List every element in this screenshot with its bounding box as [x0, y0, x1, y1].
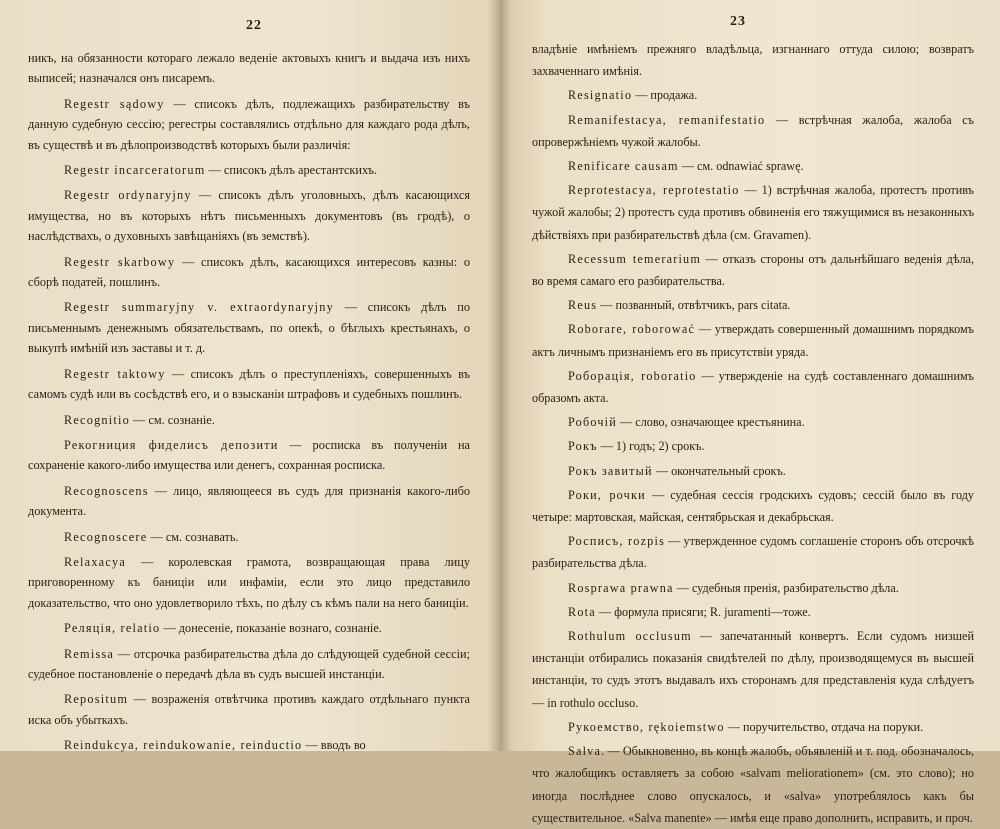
dictionary-entry — [532, 365, 974, 409]
dictionary-entry — [28, 689, 470, 730]
entry-term: Remissa — [64, 646, 115, 661]
entry-term: Repositum — [64, 692, 129, 707]
dictionary-entry — [28, 364, 470, 405]
dictionary-entry — [532, 294, 974, 316]
dictionary-entry — [532, 38, 974, 82]
entry-term: Reindukcya, reindukowanie, reinductio — [64, 738, 303, 753]
entry-definition: — см. odnawiać sprawę. — [678, 159, 804, 174]
entry-term: Relaxacya — [64, 554, 127, 569]
dictionary-entry — [28, 410, 470, 430]
entry-definition: — донесеніе, показаніе вознаго, сознаніе. — [160, 621, 382, 636]
dictionary-entry — [532, 577, 974, 599]
entry-term: Reus — [568, 298, 598, 313]
entry-term: Роборація, roboratio — [568, 368, 697, 383]
entry-definition: — лицо, являющееся въ судъ для признанія какого-либо документа. — [28, 483, 470, 519]
entry-definition: никъ, на обязанности котораго лежало веденіе актовыхъ книгъ и выдача изъ нихъ выписей; назначался онъ писаремъ. — [28, 51, 470, 86]
entry-definition: — росписка въ полученіи на сохраненіе какого-либо имущества или денегъ, сохранная росписка. — [28, 437, 470, 473]
entry-definition: — судебная сессія гродскихъ судовъ; сессій было въ году четыре: мартовская, майская, сентябрьская и декабрьская. — [532, 487, 974, 525]
entry-definition: — списокъ дѣлъ, подлежащихъ разбирательству въ данную судебную сессію; регестры составлялись отдѣльно для каждаго рода дѣлъ, въ существѣ и въ дѣлопроизводствѣ которыхъ были различія: — [28, 96, 470, 152]
entry-definition: — королевская грамота, возвращающая права лицу приговоренному къ баниціи или инфаміи, если это лицо представило доказательство, что оно удовлетворило тѣхъ, по дѣлу съ кѣмъ пали на него баниціи. — [28, 554, 470, 610]
page-number: 22 — [246, 18, 262, 33]
entry-list — [532, 38, 974, 829]
dictionary-entry — [28, 160, 470, 180]
dictionary-entry — [28, 552, 470, 613]
entry-definition: — запечатанный конвертъ. Если судомъ низшей инстанціи отбирались показанія свидѣтелей по дѣлу, производящемуся въ высшей инстанціи, то судъ этотъ выдавалъ ихъ сторонамъ для представленія куда слѣдуетъ — in rothulo occluso. — [532, 629, 974, 710]
entry-term: Reprotestacya, reprotestatio — [568, 183, 740, 198]
left-page — [0, 0, 500, 751]
entry-definition: — вводъ во — [302, 738, 366, 753]
entry-term: Regestr sądowy — [64, 96, 165, 111]
entry-term: Regestr summaryjny v. extraordynaryjny — [64, 300, 334, 315]
entry-definition: владѣніе имѣніемъ прежняго владѣльца, изгнаннаго оттуда силою; возвратъ захваченнаго имѣнія. — [532, 42, 974, 79]
entry-term: Recognoscens — [64, 483, 149, 498]
dictionary-entry — [532, 109, 974, 153]
entry-definition: — списокъ дѣлъ по письменнымъ денежнымъ обязательствамъ, по опекѣ, о бѣглыхъ крестьянахъ, о выкупѣ имѣній изъ заставы и т. д. — [28, 300, 471, 356]
entry-term: Рекогниция фиделисъ депозити — [64, 437, 279, 452]
entry-list — [28, 48, 470, 756]
entry-term: Recessum temerarium — [568, 251, 702, 266]
entry-term: Rothulum occlusum — [568, 629, 692, 644]
dictionary-entry — [28, 94, 470, 155]
entry-term: Regestr skarbowy — [64, 254, 176, 269]
entry-term: Рокъ — [568, 439, 598, 454]
dictionary-entry — [532, 601, 974, 623]
dictionary-entry — [532, 155, 974, 177]
entry-term: Regestr incarceratorum — [64, 163, 206, 178]
dictionary-entry — [28, 481, 470, 522]
entry-definition: — окончательный срокъ. — [652, 463, 786, 478]
entry-definition: — возраженія отвѣтчика противъ каждаго отдѣльнаго пункта иска объ убыткахъ. — [28, 692, 470, 727]
entry-definition: — см. сознавать. — [147, 529, 239, 544]
entry-term: Рокъ завитый — [568, 463, 653, 478]
entry-definition: — списокъ дѣлъ уголовныхъ, дѣлъ касающихся имущества, но въ которыхъ нѣтъ письменныхъ документовъ (въ гродѣ), о наслѣдствахъ, о духовныхъ завѣщаніяхъ (въ земствѣ). — [28, 188, 470, 244]
entry-definition: — формула присяги; R. juramenti—тоже. — [595, 604, 811, 619]
entry-term: Росписъ, rozpis — [568, 534, 666, 549]
entry-definition: — утверждать совершенный домашнимъ порядкомъ актъ личнымъ признаніемъ его въ присутствіи уряда. — [532, 322, 974, 359]
dictionary-entry — [532, 625, 974, 714]
entry-term: Resignatio — [568, 88, 633, 103]
dictionary-entry — [28, 185, 470, 246]
entry-term: Rosprawa prawna — [568, 580, 674, 595]
dictionary-entry — [28, 735, 470, 755]
entry-term: Recognitio — [64, 412, 130, 427]
page-number: 23 — [730, 14, 746, 29]
dictionary-entry — [532, 84, 974, 106]
entry-definition: — отказъ стороны отъ дальнѣйшаго веденія дѣла, во время самаго его разбирательства. — [532, 251, 974, 289]
dictionary-entry — [532, 411, 974, 433]
entry-definition: . — Обыкновенно, въ концѣ жалобъ, объявленій и т. под. обозначалось, что жалобщикъ оставляетъ за собою «salvam meliorationem» (см. это слово); но иногда послѣднее слово опускалось, и «salva» употреблялось какъ бы существительное. «Salva manente» — имѣя еще право дополнить, исправить, и проч. — [532, 744, 974, 825]
entry-definition: — утвержденіе на судѣ составленнаго домашнимъ образомъ акта. — [532, 368, 974, 406]
entry-term: Роки, рочки — [568, 487, 646, 502]
entry-term: Рукоемство, rękoiemstwo — [568, 719, 725, 734]
entry-term: Salva — [568, 744, 602, 759]
dictionary-entry — [532, 318, 974, 362]
dictionary-entry — [28, 252, 470, 293]
dictionary-entry — [532, 740, 974, 829]
entry-definition: — списокъ дѣлъ арестантскихъ. — [205, 163, 378, 178]
entry-definition: — 1) встрѣчная жалоба, протестъ противъ чужой жалобы; 2) протестъ суда противъ обвиненія его тяжущимися въ незаконныхъ дѣйствіяхъ при разбирательствѣ дѣла (см. Gravamen). — [532, 183, 974, 242]
dictionary-entry — [532, 179, 974, 246]
right-page — [500, 0, 1000, 825]
entry-definition: — позванный, отвѣтчикъ, pars citata. — [597, 298, 791, 313]
dictionary-entry — [532, 716, 974, 738]
entry-term: Regestr ordynaryjny — [64, 188, 192, 203]
entry-definition: — списокъ дѣлъ, касающихся интересовъ казны: о сборѣ податей, пошлинъ. — [28, 254, 470, 290]
dictionary-entry — [532, 484, 974, 528]
entry-definition: — отсрочка разбирательства дѣла до слѣдующей судебной сессіи; судебное постановленіе о передачѣ дѣла въ судъ высшей инстанціи. — [28, 646, 470, 681]
entry-definition: — слово, означающее крестьянина. — [617, 415, 805, 430]
entry-term: Regestr taktowy — [64, 366, 166, 381]
entry-term: Remanifestacya, remanifestatio — [568, 112, 766, 127]
dictionary-entry — [532, 460, 974, 482]
entry-definition: — продажа. — [632, 88, 698, 103]
entry-term: Recognoscere — [64, 529, 148, 544]
entry-definition: — утвержденное судомъ соглашеніе сторонъ объ отсрочкѣ разбирательства дѣла. — [532, 534, 974, 571]
dictionary-entry — [28, 618, 470, 638]
dictionary-entry — [532, 530, 974, 574]
entry-definition: — встрѣчная жалоба, жалоба съ опровержѣніемъ чужой жалобы. — [532, 112, 974, 149]
dictionary-entry — [532, 248, 974, 292]
dictionary-entry — [28, 435, 470, 476]
entry-term: Renificare causam — [568, 159, 679, 174]
entry-term: Roborare, roborować — [568, 322, 696, 337]
dictionary-entry — [532, 435, 974, 457]
entry-term: Rota — [568, 604, 596, 619]
entry-definition: — списокъ дѣлъ о преступленіяхъ, совершенныхъ въ самомъ судѣ или въ сосѣдствѣ его, и о взысканіи штрафовъ и судебныхъ пошлинъ. — [28, 366, 470, 402]
dictionary-entry — [28, 48, 470, 89]
entry-definition: — 1) годъ; 2) срокъ. — [597, 439, 705, 454]
entry-definition: — судебныя пренія, разбирательство дѣла. — [673, 580, 899, 595]
entry-definition: — поручительство, отдача на поруки. — [724, 719, 924, 734]
dictionary-entry — [28, 527, 470, 547]
entry-term: Реляція, relatio — [64, 621, 161, 636]
entry-term: Робочій — [568, 415, 617, 430]
dictionary-entry — [28, 297, 470, 358]
dictionary-entry — [28, 644, 470, 685]
entry-definition: — см. сознаніе. — [129, 412, 215, 427]
